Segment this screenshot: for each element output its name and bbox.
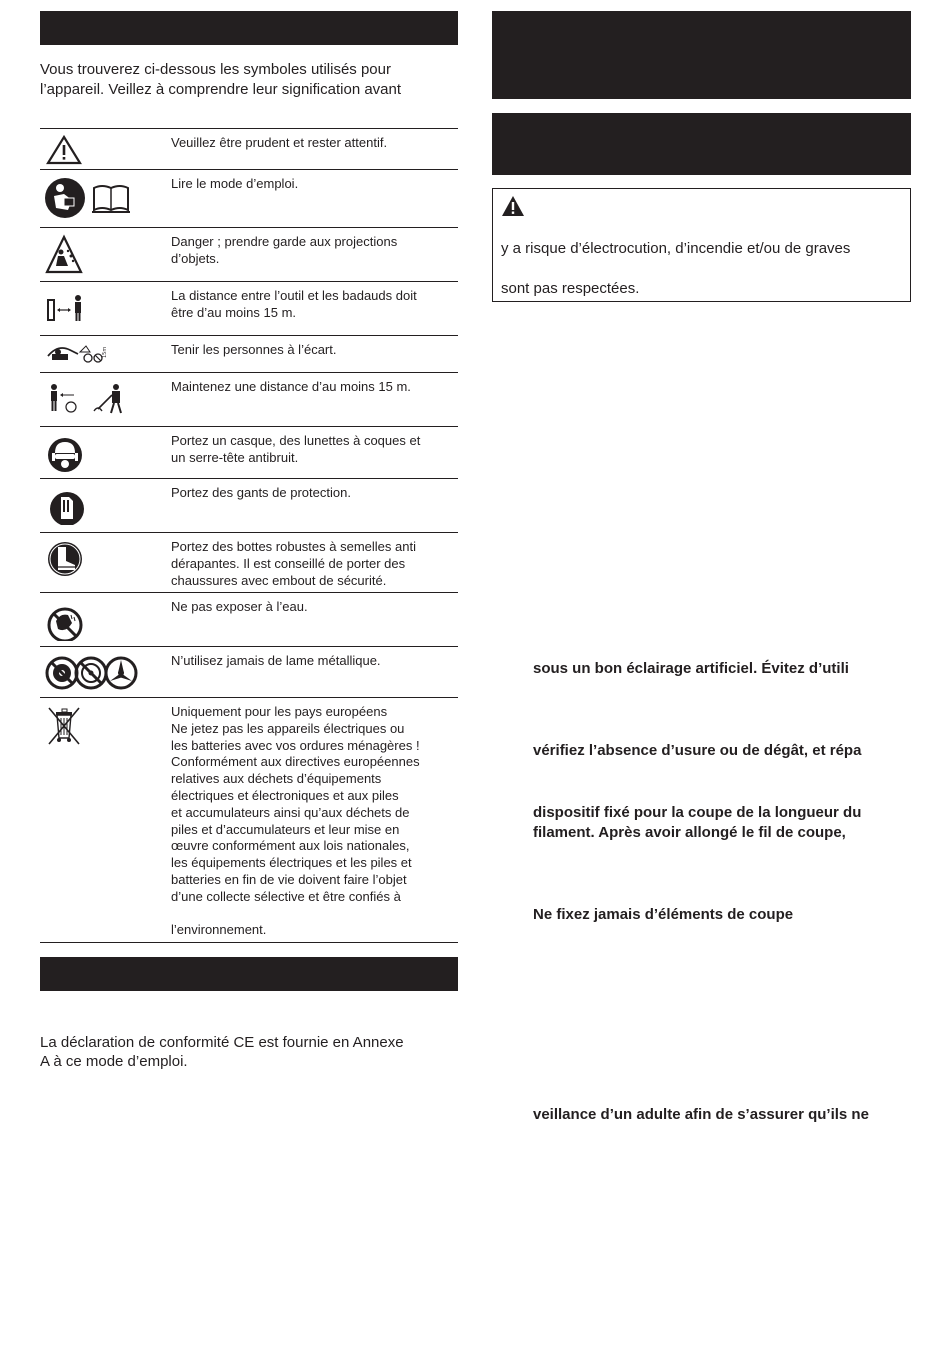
symbol-text: Portez des gants de protection. [171,485,351,500]
table-row [40,129,458,170]
symbol-text: Maintenez une distance d’au moins 15 m. [171,379,411,394]
symbol-text: Uniquement pour les pays européens [171,704,388,719]
safety-bold-line: Ne fixez jamais d’éléments de coupe [533,906,794,923]
symbol-text: et accumulateurs ainsi qu’aux déchets de [171,804,410,820]
symbol-text: chaussures avec embout de sécurité. [171,572,387,588]
no-water-icon [44,599,88,641]
helmet-goggles-icon [44,433,88,473]
read-manual-icon [44,176,134,220]
table-row [40,336,458,373]
table-row [40,170,458,228]
table-row [40,228,458,282]
warning-box [492,188,911,302]
warning-line-2: sont pas respectées. [501,280,640,297]
flying-objects-icon [44,234,84,276]
table-row [40,282,458,336]
safety-bold-line: filament. Après avoir allongé le fil de coupe, [533,824,846,841]
symbol-text: dérapantes. Il est conseillé de porter des [171,555,406,571]
table-row [40,479,458,533]
table-row [40,593,458,647]
boots-icon [44,539,88,579]
symbol-text-blank [171,906,458,923]
symbol-text: Tenir les personnes à l’écart. [171,342,337,357]
intro-line-2: l’appareil. Veillez à comprendre leur signification avant [40,81,402,98]
symbol-text: Portez des bottes robustes à semelles anti [171,539,416,554]
svg-text:15m: 15m [102,346,108,358]
symbol-text: électriques et électroniques et aux piles [171,787,399,803]
section-header-bar-declaration [40,957,458,991]
symbol-text: un serre-tête antibruit. [171,449,299,465]
symbols-table [40,128,458,943]
symbol-text: Conformément aux directives européennes [171,754,420,770]
symbol-text: Lire le mode d’emploi. [171,176,299,191]
symbol-text: relatives aux déchets d’équipements [171,771,382,787]
no-metal-blade-icon [44,653,140,691]
table-row [40,698,458,943]
symbol-text: batteries en fin de vie doivent faire l’objet [171,871,407,887]
safety-bold-line: dispositif fixé pour la coupe de la longueur du [533,804,862,821]
table-row [40,427,458,479]
table-row [40,647,458,698]
symbol-text: Portez un casque, des lunettes à coques et [171,433,421,448]
warning-line-1: y a risque d’électrocution, d’incendie et/ou de graves [501,240,851,257]
symbol-text: Veuillez être prudent et rester attentif. [171,135,388,150]
symbol-text: Danger ; prendre garde aux projections [171,234,398,249]
distance-15m-icon [44,379,129,419]
weee-bin-icon [44,704,88,748]
warning-triangle-icon [44,135,84,165]
symbol-text: d’une collecte sélective et être confiés à [171,888,401,904]
symbol-text: être d’au moins 15 m. [171,304,297,320]
symbol-text: N’utilisez jamais de lame métallique. [171,653,381,668]
symbol-text: Ne jetez pas les appareils électriques ou [171,720,405,736]
gloves-icon [44,485,88,525]
symbol-text: œuvre conformément aux lois nationales, [171,838,410,854]
keep-people-away-icon [44,342,114,368]
symbol-text: d’objets. [171,250,220,266]
symbol-text: Ne pas exposer à l’eau. [171,599,308,614]
section-header-bar-warnings [492,113,911,175]
symbol-text: l’environnement. [171,922,267,938]
keep-distance-icon [44,288,88,328]
section-header-bar-safety [492,11,911,99]
intro-line-1: Vous trouverez ci-dessous les symboles utilisés pour [40,61,391,78]
table-row [40,373,458,427]
symbol-text: piles et d’accumulateurs et leur mise en [171,821,400,837]
section-header-bar-symbols [40,11,458,45]
declaration-line-2: A à ce mode d’emploi. [40,1053,188,1070]
symbol-text: les équipements électriques et les piles et [171,855,412,871]
symbol-text: les batteries avec vos ordures ménagères ! [171,737,420,753]
safety-bold-line: sous un bon éclairage artificiel. Évitez d’utili [533,660,849,677]
table-row [40,533,458,593]
warning-triangle-icon [501,195,525,217]
safety-bold-line: vérifiez l’absence d’usure ou de dégât, et répa [533,742,862,759]
symbol-text: La distance entre l’outil et les badauds doit [171,288,417,303]
declaration-line-1: La déclaration de conformité CE est fournie en Annexe [40,1034,404,1051]
safety-bold-line: veillance d’un adulte afin de s’assurer qu’ils ne [533,1106,869,1123]
